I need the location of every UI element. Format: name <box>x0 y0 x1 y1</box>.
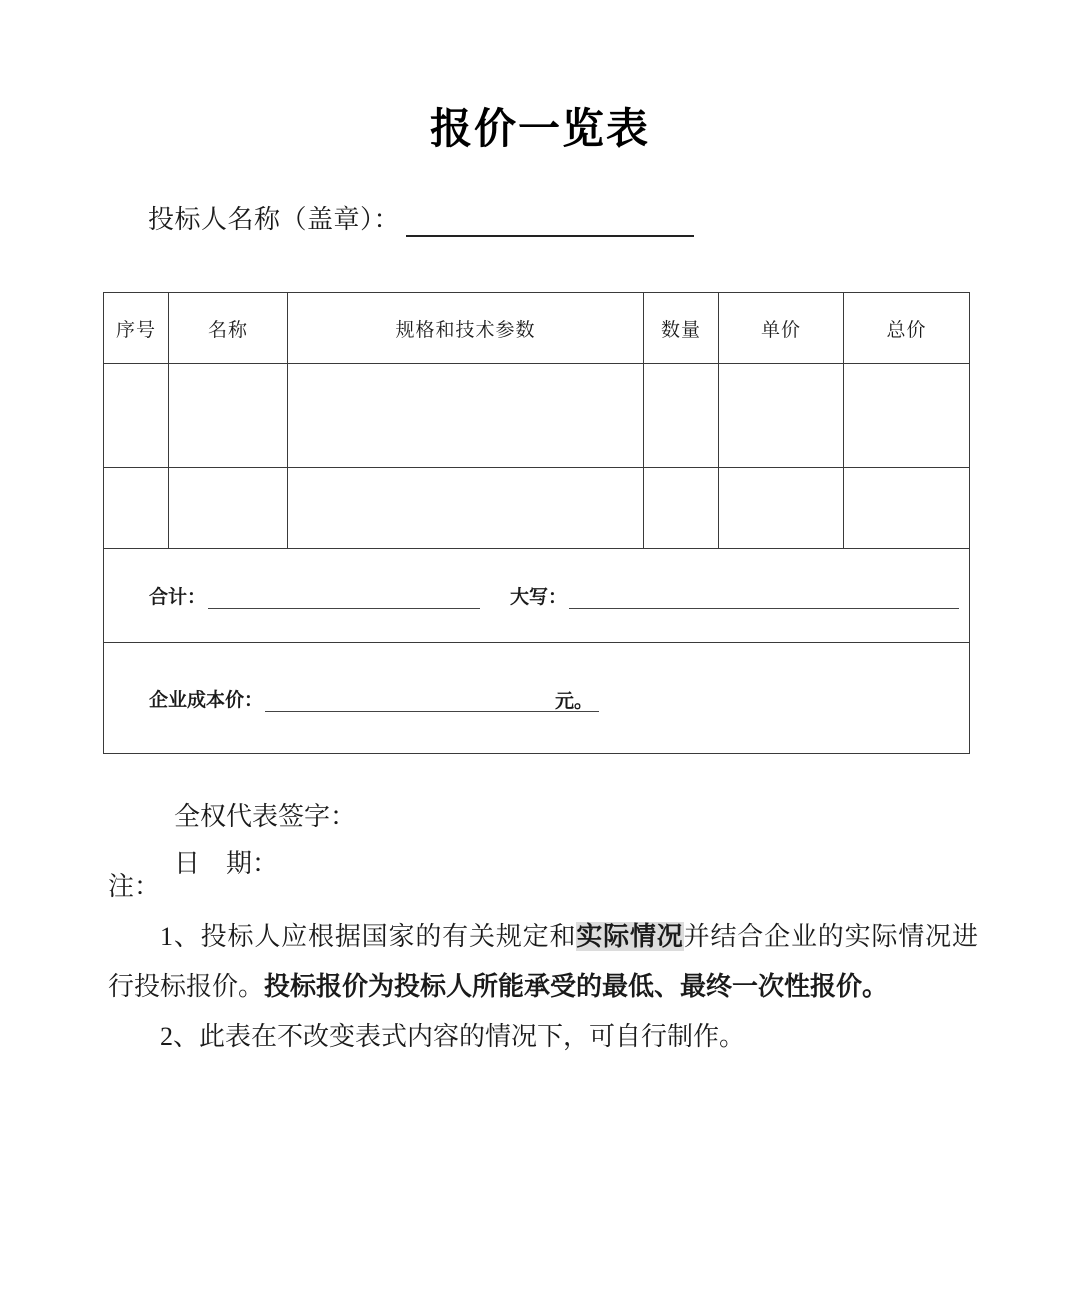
enterprise-cost-unit: 元。 <box>555 693 599 712</box>
header-label-totalprice: 总价 <box>886 319 927 341</box>
cell-unitprice[interactable] <box>719 468 844 549</box>
enterprise-cost-label: 企业成本价： <box>149 689 264 711</box>
cell-seq[interactable] <box>104 364 169 468</box>
bidder-name-label: 投标人名称（盖章）： <box>148 205 401 234</box>
cell-seq[interactable] <box>104 468 169 549</box>
table-header-cell-name <box>169 293 288 364</box>
table-row <box>104 364 970 468</box>
table-row <box>104 468 970 549</box>
header-label-unitprice: 单价 <box>760 319 801 341</box>
notes-heading: 注： <box>108 872 161 901</box>
bidder-name-input[interactable] <box>406 205 694 237</box>
table-header-cell-totalprice <box>844 293 970 364</box>
cell-qty[interactable] <box>644 468 719 549</box>
cell-qty[interactable] <box>644 364 719 468</box>
cell-totalprice[interactable] <box>844 364 970 468</box>
header-label-seq: 序号 <box>115 319 156 341</box>
representative-signature-label: 全权代表签字： <box>174 801 357 831</box>
total-value-input[interactable] <box>208 590 480 609</box>
bidder-name-row <box>148 203 694 237</box>
cell-spec[interactable] <box>288 364 644 468</box>
note-item-1 <box>108 912 978 1012</box>
note-1-prefix: 1、投标人应根据国家的有关规定和 <box>160 922 577 951</box>
quote-table <box>103 292 970 754</box>
date-label: 日 期： <box>174 848 279 878</box>
cell-spec[interactable] <box>288 468 644 549</box>
note-1-bold-tail: 投标报价为投标人所能承受的最低、最终一次性报价。 <box>264 972 889 1001</box>
enterprise-cost-input[interactable] <box>265 693 555 712</box>
note-1-middle: 并结合企业的实际情况进行投标报价。 <box>108 922 978 1001</box>
table-total-row <box>104 549 970 643</box>
table-header-cell-spec <box>288 293 644 364</box>
cell-name[interactable] <box>169 468 288 549</box>
note-1-highlight: 实际情况 <box>576 922 684 951</box>
table-header-row <box>104 293 970 364</box>
total-row-cell <box>104 549 970 643</box>
header-label-name: 名称 <box>207 319 248 341</box>
table-cost-row <box>104 643 970 754</box>
cost-row-cell <box>104 643 970 754</box>
table-header-cell-seq <box>104 293 169 364</box>
note-item-2: 2、此表在不改变表式内容的情况下，可自行制作。 <box>160 1022 746 1051</box>
header-label-spec: 规格和技术参数 <box>395 319 536 341</box>
uppercase-amount-input[interactable] <box>569 590 959 609</box>
cell-name[interactable] <box>169 364 288 468</box>
cell-totalprice[interactable] <box>844 468 970 549</box>
table-header-cell-unitprice <box>719 293 844 364</box>
page-title: 报价一览表 <box>429 107 650 153</box>
uppercase-amount-label: 大写： <box>510 587 568 608</box>
cell-unitprice[interactable] <box>719 364 844 468</box>
header-label-qty: 数量 <box>660 319 701 341</box>
total-label: 合计： <box>149 587 207 608</box>
notes-section <box>108 862 978 1062</box>
table-header-cell-qty <box>644 293 719 364</box>
